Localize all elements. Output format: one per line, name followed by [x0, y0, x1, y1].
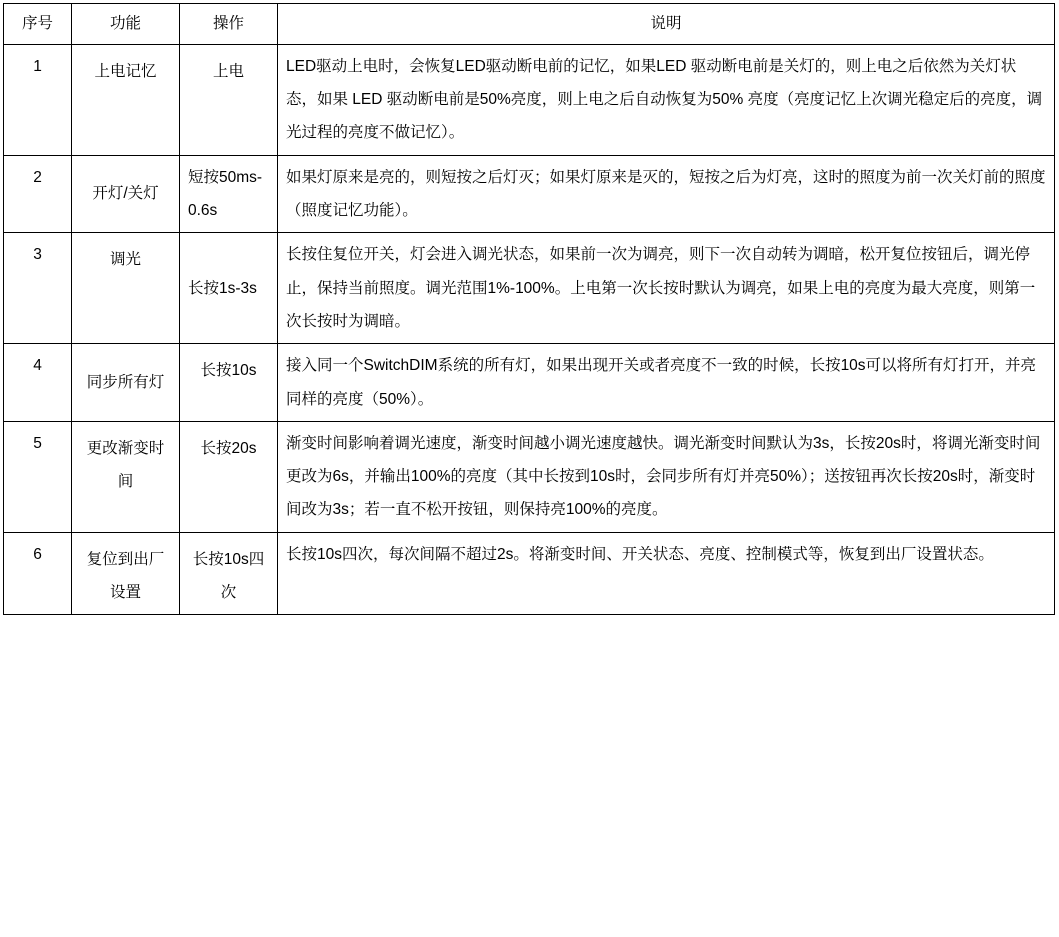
cell-operation: 长按20s	[180, 421, 278, 532]
cell-description: 如果灯原来是亮的，则短按之后灯灭；如果灯原来是灭的，短按之后为灯亮，这时的照度为前一次关灯前的照度（照度记忆功能）。	[278, 155, 1055, 233]
cell-function: 调光	[72, 233, 180, 344]
spec-table-container	[3, 3, 1058, 615]
table-header-row	[4, 4, 1055, 45]
cell-description: 长按10s四次，每次间隔不超过2s。将渐变时间、开关状态、亮度、控制模式等，恢复到出厂设置状态。	[278, 532, 1055, 615]
cell-function: 开灯/关灯	[72, 155, 180, 233]
cell-function: 上电记忆	[72, 44, 180, 155]
cell-description: 接入同一个SwitchDIM系统的所有灯，如果出现开关或者亮度不一致的时候，长按10s可以将所有灯打开，并亮同样的亮度（50%）。	[278, 344, 1055, 422]
cell-no: 4	[4, 344, 72, 422]
cell-no: 3	[4, 233, 72, 344]
function-operation-table	[3, 3, 1055, 615]
column-header-operation: 操作	[180, 4, 278, 45]
cell-description: LED驱动上电时，会恢复LED驱动断电前的记忆，如果LED 驱动断电前是关灯的，则上电之后依然为关灯状态，如果 LED 驱动断电前是50%亮度，则上电之后自动恢复为50% 亮度（亮度记忆上次调光稳定后的亮度，调光过程的亮度不做记忆）。	[278, 44, 1055, 155]
cell-operation: 短按50ms-0.6s	[180, 155, 278, 233]
cell-description: 长按住复位开关，灯会进入调光状态，如果前一次为调亮，则下一次自动转为调暗，松开复位按钮后，调光停止，保持当前照度。调光范围1%-100%。上电第一次长按时默认为调亮，如果上电的亮度为最大亮度，则第一次长按时为调暗。	[278, 233, 1055, 344]
cell-no: 6	[4, 532, 72, 615]
cell-function: 更改渐变时间	[72, 421, 180, 532]
column-header-function: 功能	[72, 4, 180, 45]
cell-operation: 长按1s-3s	[180, 233, 278, 344]
cell-operation: 长按10s	[180, 344, 278, 422]
table-row	[4, 421, 1055, 532]
cell-function: 复位到出厂设置	[72, 532, 180, 615]
table-body	[4, 44, 1055, 615]
cell-operation: 长按10s四次	[180, 532, 278, 615]
column-header-description: 说明	[278, 4, 1055, 45]
cell-no: 1	[4, 44, 72, 155]
table-row	[4, 532, 1055, 615]
table-row	[4, 233, 1055, 344]
column-header-no: 序号	[4, 4, 72, 45]
cell-function: 同步所有灯	[72, 344, 180, 422]
cell-no: 2	[4, 155, 72, 233]
cell-no: 5	[4, 421, 72, 532]
table-row	[4, 44, 1055, 155]
cell-operation: 上电	[180, 44, 278, 155]
cell-description: 渐变时间影响着调光速度，渐变时间越小调光速度越快。调光渐变时间默认为3s，长按20s时，将调光渐变时间更改为6s，并输出100%的亮度（其中长按到10s时，会同步所有灯并亮50%）；送按钮再次长按20s时，渐变时间改为3s；若一直不松开按钮，则保持亮100%的亮度。	[278, 421, 1055, 532]
table-row	[4, 155, 1055, 233]
table-row	[4, 344, 1055, 422]
table-header	[4, 4, 1055, 45]
